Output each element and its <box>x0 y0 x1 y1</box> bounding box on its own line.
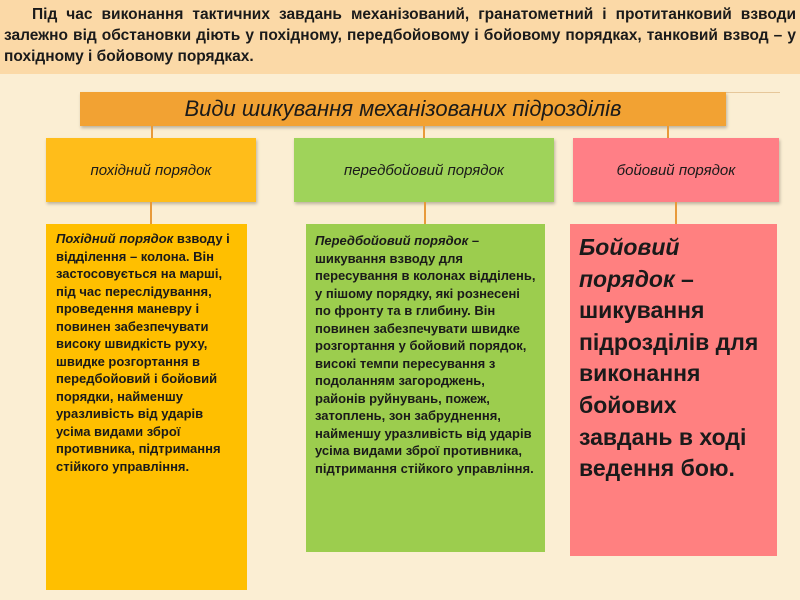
category-marching-order: похідний порядок <box>46 138 256 202</box>
connector-line <box>675 202 677 224</box>
intro-text: Під час виконання тактичних завдань механізований, гранатометний і протитанковий взводи залежно від обстановки діють у похідному, передбойовому і бойовому порядках, танковий взвод – у похідному і бойовому порядках. <box>4 6 796 65</box>
description-text: взводу і відділення – колона. Він застосовується на марші, під час переслідування, проведення маневру і повинен забезпечувати високу швидкість руху, швидке розгортання в передбойовий і бойовий порядки, найменшу уразливість від ударів усіма видами зброї противника, підтримання стійкого управління. <box>56 231 230 474</box>
connector-line <box>423 126 425 138</box>
description-term: Передбойовий порядок <box>315 233 469 248</box>
connector-line <box>151 126 153 138</box>
description-text: – шикування взводу для пересування в колонах відділень, у пішому порядку, які рознесені по фронту та в глибину. Він повинен забезпечувати швидке розгортання у бойовий порядок, високі темпи пересування з подоланням загороджень, районів руйнувань, пожеж, затоплень, зон забруднення, найменшу уразливість від ударів усіма видами зброї противника, підтримання стійкого управління. <box>315 233 536 476</box>
category-combat-order: бойовий порядок <box>573 138 779 202</box>
description-term: Похідний порядок <box>56 231 174 246</box>
description-term: Бойовий порядок <box>579 234 680 292</box>
pre-combat-order-description <box>306 224 545 552</box>
intro-panel <box>0 0 800 74</box>
connector-line <box>150 202 152 224</box>
marching-order-description <box>46 224 247 590</box>
diagram-title: Види шикування механізованих підрозділів <box>80 92 726 126</box>
description-text: – шикування підрозділів для виконання бойових завдань в ході ведення бою. <box>579 265 759 482</box>
category-pre-combat-order: передбойовий порядок <box>294 138 554 202</box>
connector-line <box>424 202 426 224</box>
connector-line <box>667 126 669 138</box>
combat-order-description <box>570 224 777 556</box>
